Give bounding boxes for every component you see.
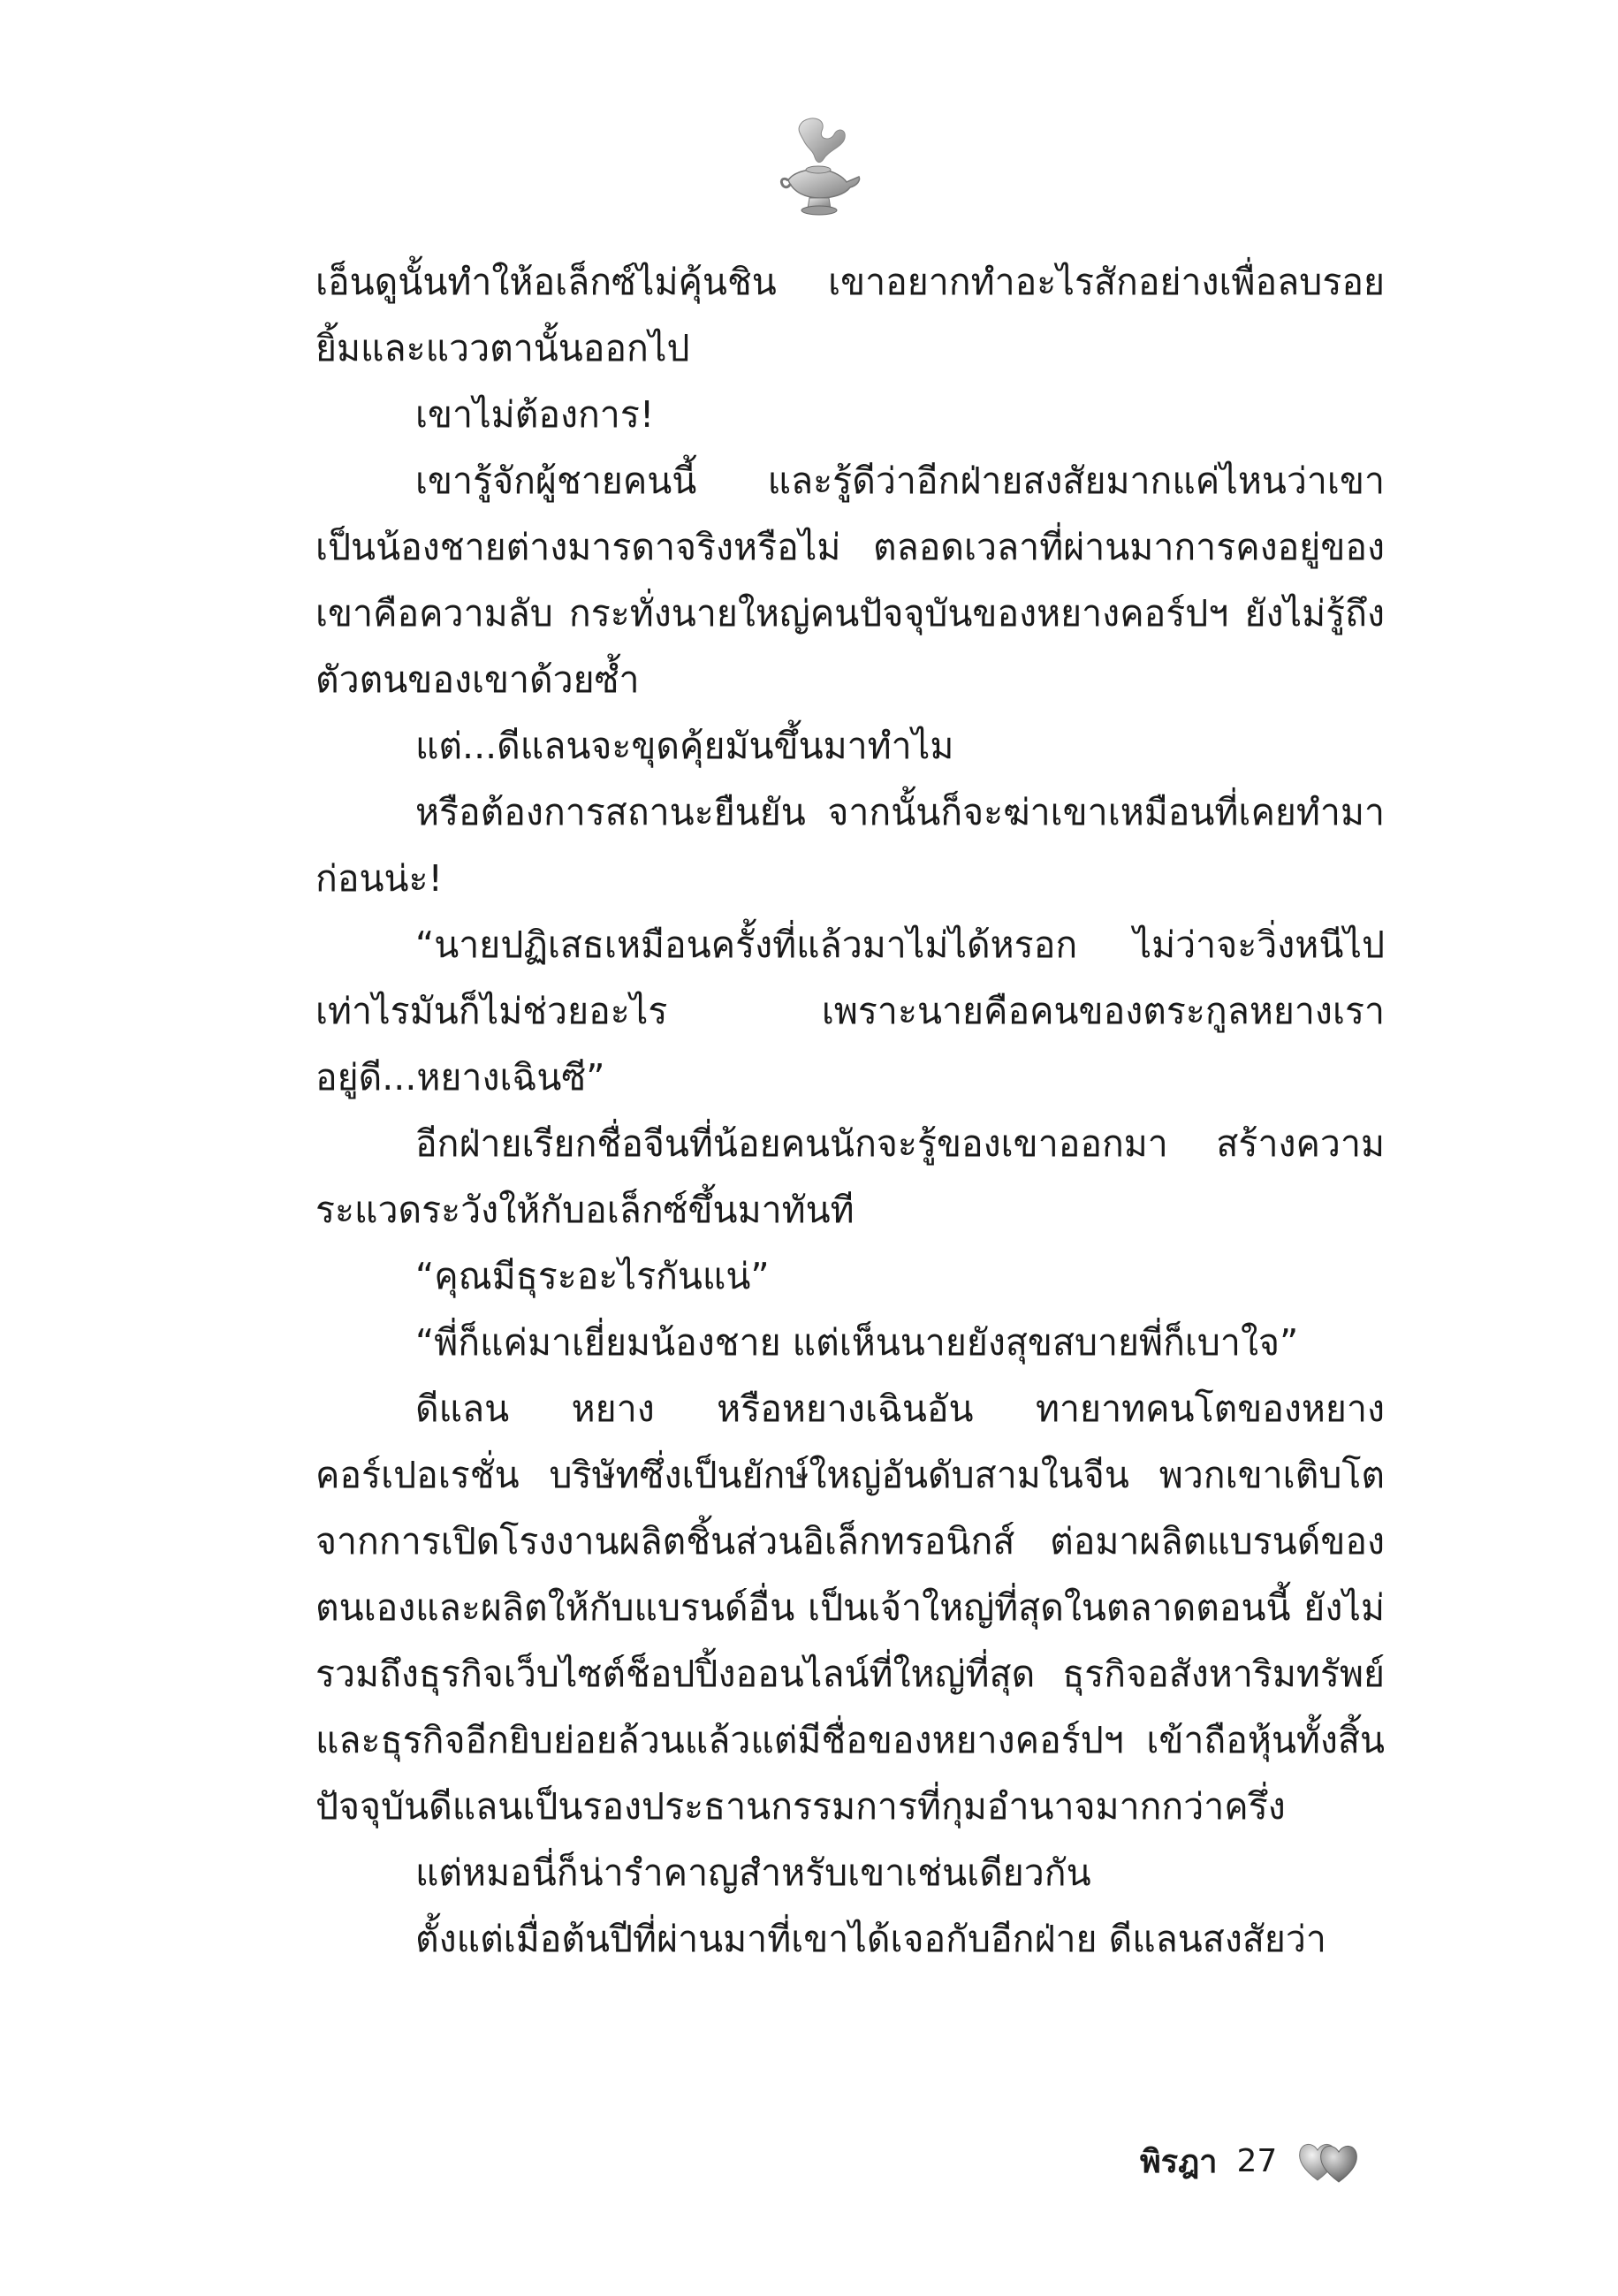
paragraph: แต่...ดีแลนจะขุดคุ้ยมันขึ้นมาทำไม (415, 725, 954, 767)
page-number: 27 (1236, 2142, 1278, 2179)
genie-lamp-icon (776, 115, 864, 221)
paragraph: “พี่ก็แค่มาเยี่ยมน้องชาย แต่เห็นนายยังสุขสบายพี่ก็เบาใจ” (415, 1321, 1299, 1364)
body-text (315, 249, 1385, 1973)
paragraph: ดีแลน หยาง หรือหยางเฉินอัน ทายาทคนโตของหยางคอร์เปอเรชั่น บริษัทซึ่งเป็นยักษ์ใหญ่อันดับสามในจีน พวกเขาเติบโตจากการเปิดโรงงานผลิตชิ้นส่วนอิเล็กทรอนิกส์ ต่อมาผลิตแบรนด์ของตนเองและผลิตให้กับแบรนด์อื่น เป็นเจ้าใหญ่ที่สุดในตลาดตอนนี้ ยังไม่รวมถึงธุรกิจเว็บไซต์ช็อปปิ้งออนไลน์ที่ใหญ่ที่สุด ธุรกิจอสังหาริมทรัพย์ และธุรกิจอีกยิบย่อยล้วนแล้วแต่มีชื่อของหยางคอร์ปฯ เข้าถือหุ้นทั้งสิ้น ปัจจุบันดีแลนเป็นรองประธานกรรมการที่กุมอำนาจมากกว่าครึ่ง (315, 1387, 1385, 1828)
paragraph: เขารู้จักผู้ชายคนนี้ และรู้ดีว่าอีกฝ่ายสงสัยมากแค่ไหนว่าเขาเป็นน้องชายต่างมารดาจริงหรือไม่ ตลอดเวลาที่ผ่านมาการคงอยู่ของเขาคือความลับ กระทั่งนายใหญ่คนปัจจุบันของหยางคอร์ปฯ ยังไม่รู้ถึงตัวตนของเขาด้วยซ้ำ (315, 460, 1385, 701)
paragraph: เขาไม่ต้องการ! (415, 393, 655, 436)
paragraph: เอ็นดูนั้นทำให้อเล็กซ์ไม่คุ้นชิน เขาอยากทำอะไรสักอย่างเพื่อลบรอยยิ้มและแววตานั้นออกไป (315, 261, 1385, 369)
paragraph: “คุณมีธุระอะไรกันแน่” (415, 1255, 770, 1297)
paragraph: หรือต้องการสถานะยืนยัน จากนั้นก็จะฆ่าเขาเหมือนที่เคยทำมาก่อนน่ะ! (315, 791, 1385, 900)
author-name: พิรฎา (1140, 2143, 1218, 2180)
paragraph: ตั้งแต่เมื่อต้นปีที่ผ่านมาที่เขาได้เจอกับอีกฝ่าย ดีแลนสงสัยว่า (415, 1918, 1326, 1960)
hearts-icon (1296, 2136, 1360, 2186)
page-footer (1140, 2134, 1360, 2187)
paragraph: แต่หมอนี่ก็น่ารำคาญสำหรับเขาเช่นเดียวกัน (415, 1851, 1091, 1894)
paragraph: “นายปฏิเสธเหมือนครั้งที่แล้วมาไม่ได้หรอก ไม่ว่าจะวิ่งหนีไปเท่าไรมันก็ไม่ช่วยอะไร เพราะนายคือคนของตระกูลหยางเราอยู่ดี...หยางเฉินซี” (315, 924, 1385, 1099)
paragraph: อีกฝ่ายเรียกชื่อจีนที่น้อยคนนักจะรู้ของเขาออกมา สร้างความระแวดระวังให้กับอเล็กซ์ขึ้นมาทันที (315, 1122, 1385, 1231)
